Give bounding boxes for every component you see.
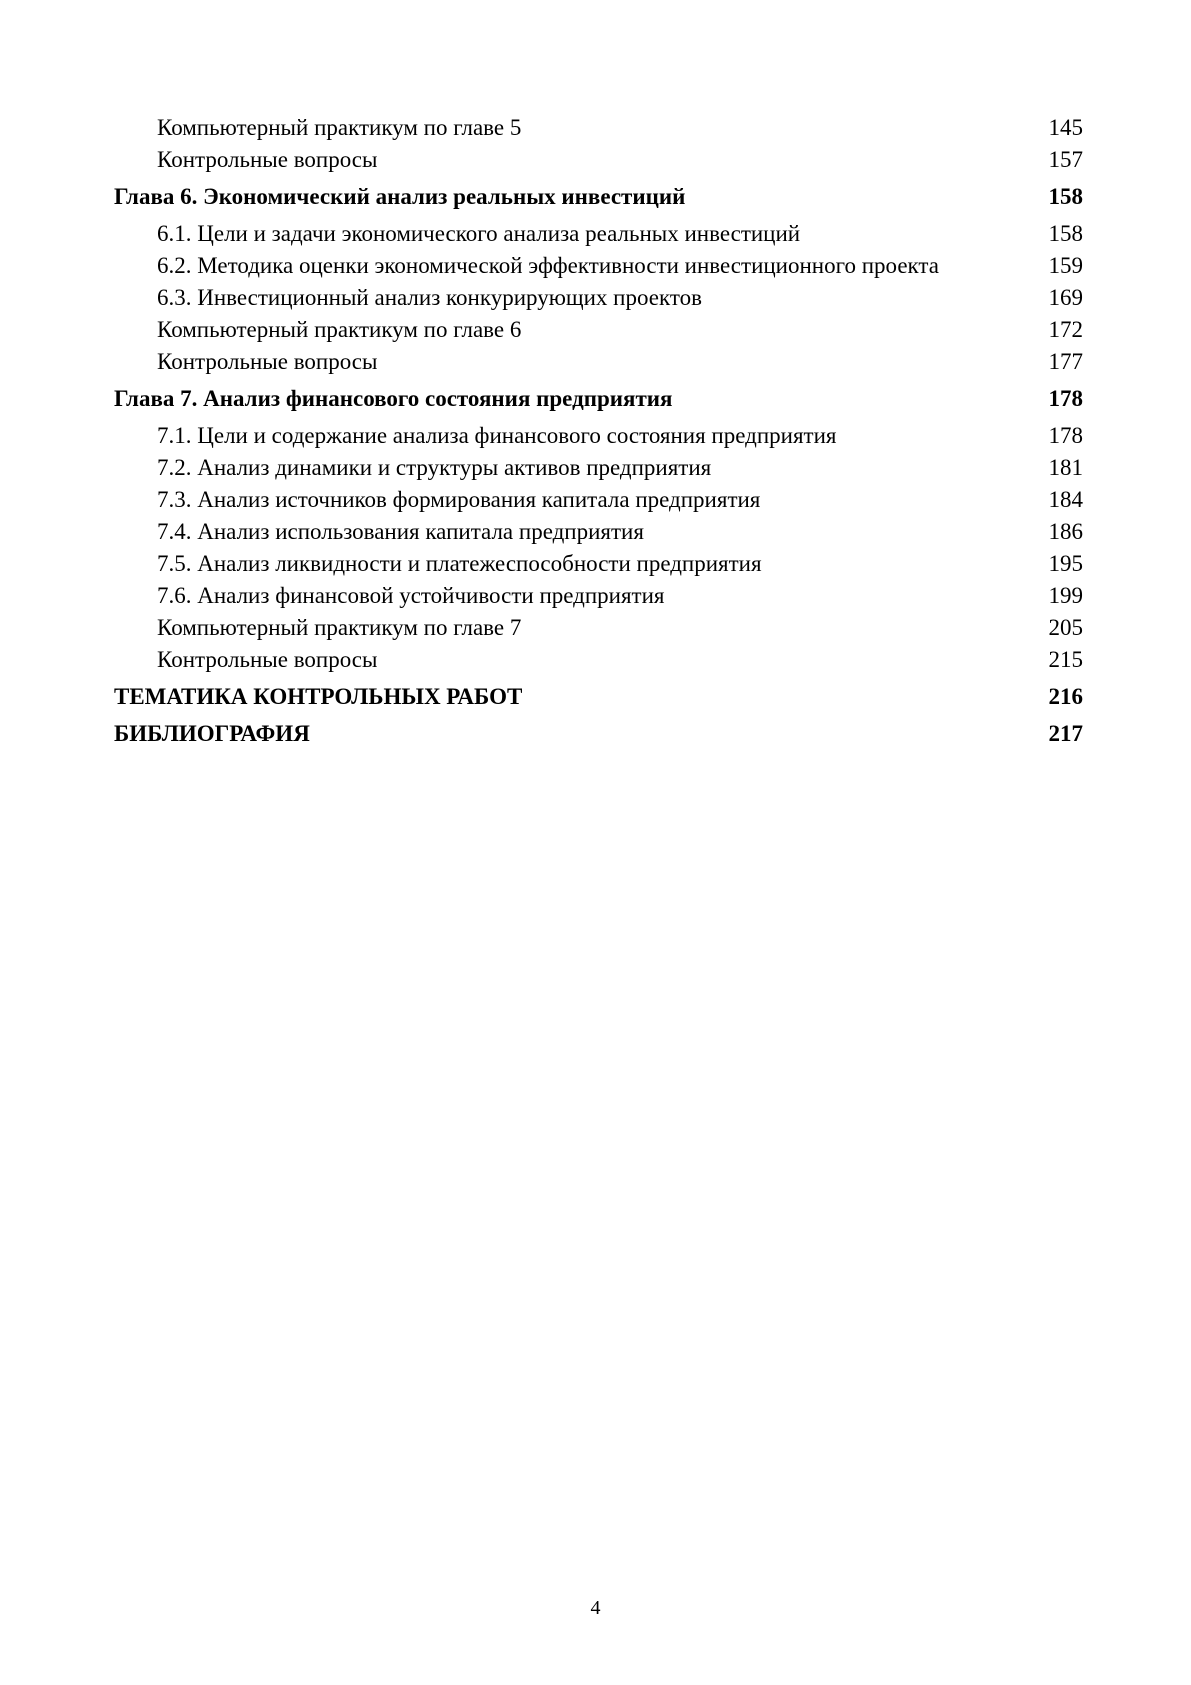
toc-entry-title: Компьютерный практикум по главе 6	[157, 317, 522, 342]
toc-entry-page: 172	[1048, 317, 1083, 342]
dot-leader	[646, 538, 1047, 539]
toc-entry-title: Контрольные вопросы	[157, 147, 378, 172]
toc-entry-page: 215	[1048, 647, 1083, 672]
toc-entry[interactable]	[114, 484, 1083, 516]
dot-leader	[802, 240, 1046, 241]
toc-entry-title: ТЕМАТИКА КОНТРОЛЬНЫХ РАБОТ	[114, 684, 523, 709]
dot-leader	[524, 703, 1046, 704]
toc-entry-title: Глава 7. Анализ финансового состояния предприятия	[114, 386, 673, 411]
dot-leader	[704, 304, 1047, 305]
toc-entry[interactable]	[114, 144, 1083, 176]
dot-leader	[839, 442, 1047, 443]
dot-leader	[674, 405, 1046, 406]
toc-entry-page: 184	[1048, 487, 1083, 512]
toc-entry-title: БИБЛИОГРАФИЯ	[114, 721, 310, 746]
toc-entry-title: 7.6. Анализ финансовой устойчивости предприятия	[157, 583, 665, 608]
dot-leader	[762, 506, 1046, 507]
toc-entry-page: 205	[1048, 615, 1083, 640]
toc-entry-page: 178	[1048, 423, 1083, 448]
toc-entry-title: Компьютерный практикум по главе 5	[157, 115, 522, 140]
toc-entry-title: 7.3. Анализ источников формирования капитала предприятия	[157, 487, 761, 512]
toc-entry[interactable]	[114, 452, 1083, 484]
toc-chapter-entry[interactable]	[114, 181, 1083, 213]
toc-entry-title: 7.1. Цели и содержание анализа финансового состояния предприятия	[157, 423, 837, 448]
toc-entry-title: Контрольные вопросы	[157, 349, 378, 374]
toc-entry-page: 199	[1048, 583, 1083, 608]
toc-entry[interactable]	[114, 516, 1083, 548]
dot-leader	[667, 602, 1047, 603]
dot-leader	[312, 740, 1047, 741]
toc-entry-page: 216	[1048, 684, 1083, 709]
toc-entry-page: 186	[1048, 519, 1083, 544]
dot-leader	[713, 474, 1046, 475]
toc-entry-page: 169	[1048, 285, 1083, 310]
dot-leader	[941, 272, 1047, 273]
toc-entry[interactable]	[114, 580, 1083, 612]
dot-leader	[764, 570, 1047, 571]
dot-leader	[379, 666, 1046, 667]
toc-entry-title: Компьютерный практикум по главе 7	[157, 615, 522, 640]
toc-entry-page: 178	[1048, 386, 1083, 411]
toc-entry[interactable]	[114, 282, 1083, 314]
dot-leader	[687, 203, 1046, 204]
toc-entry[interactable]	[114, 314, 1083, 346]
toc-chapter-entry[interactable]	[114, 383, 1083, 415]
dot-leader	[523, 634, 1046, 635]
toc-entry[interactable]	[114, 112, 1083, 144]
toc-entry-title: 7.2. Анализ динамики и структуры активов предприятия	[157, 455, 712, 480]
toc-entry[interactable]	[114, 644, 1083, 676]
toc-entry[interactable]	[114, 218, 1083, 250]
dot-leader	[379, 166, 1046, 167]
table-of-contents	[114, 112, 1083, 750]
toc-entry-page: 157	[1048, 147, 1083, 172]
dot-leader	[523, 134, 1046, 135]
toc-entry-title: 6.3. Инвестиционный анализ конкурирующих проектов	[157, 285, 702, 310]
toc-entry-page: 145	[1048, 115, 1083, 140]
toc-entry[interactable]	[114, 250, 1083, 282]
toc-top-entry[interactable]	[114, 718, 1083, 750]
toc-entry-page: 159	[1048, 253, 1083, 278]
toc-entry-title: 6.1. Цели и задачи экономического анализа реальных инвестиций	[157, 221, 801, 246]
dot-leader	[379, 368, 1046, 369]
toc-entry-page: 195	[1048, 551, 1083, 576]
toc-entry-title: Контрольные вопросы	[157, 647, 378, 672]
toc-entry-title: Глава 6. Экономический анализ реальных инвестиций	[114, 184, 686, 209]
toc-entry[interactable]	[114, 548, 1083, 580]
dot-leader	[523, 336, 1046, 337]
toc-entry-page: 217	[1048, 721, 1083, 746]
page-number: 4	[590, 1597, 601, 1619]
toc-entry[interactable]	[114, 612, 1083, 644]
toc-entry-title: 7.4. Анализ использования капитала предприятия	[157, 519, 644, 544]
toc-entry[interactable]	[114, 346, 1083, 378]
toc-entry-title: 7.5. Анализ ликвидности и платежеспособности предприятия	[157, 551, 762, 576]
toc-entry-page: 158	[1048, 221, 1083, 246]
toc-entry[interactable]	[114, 420, 1083, 452]
toc-entry-page: 158	[1048, 184, 1083, 209]
toc-entry-page: 181	[1048, 455, 1083, 480]
toc-top-entry[interactable]	[114, 681, 1083, 713]
toc-entry-title: 6.2. Методика оценки экономической эффективности инвестиционного проекта	[157, 253, 939, 278]
toc-entry-page: 177	[1048, 349, 1083, 374]
